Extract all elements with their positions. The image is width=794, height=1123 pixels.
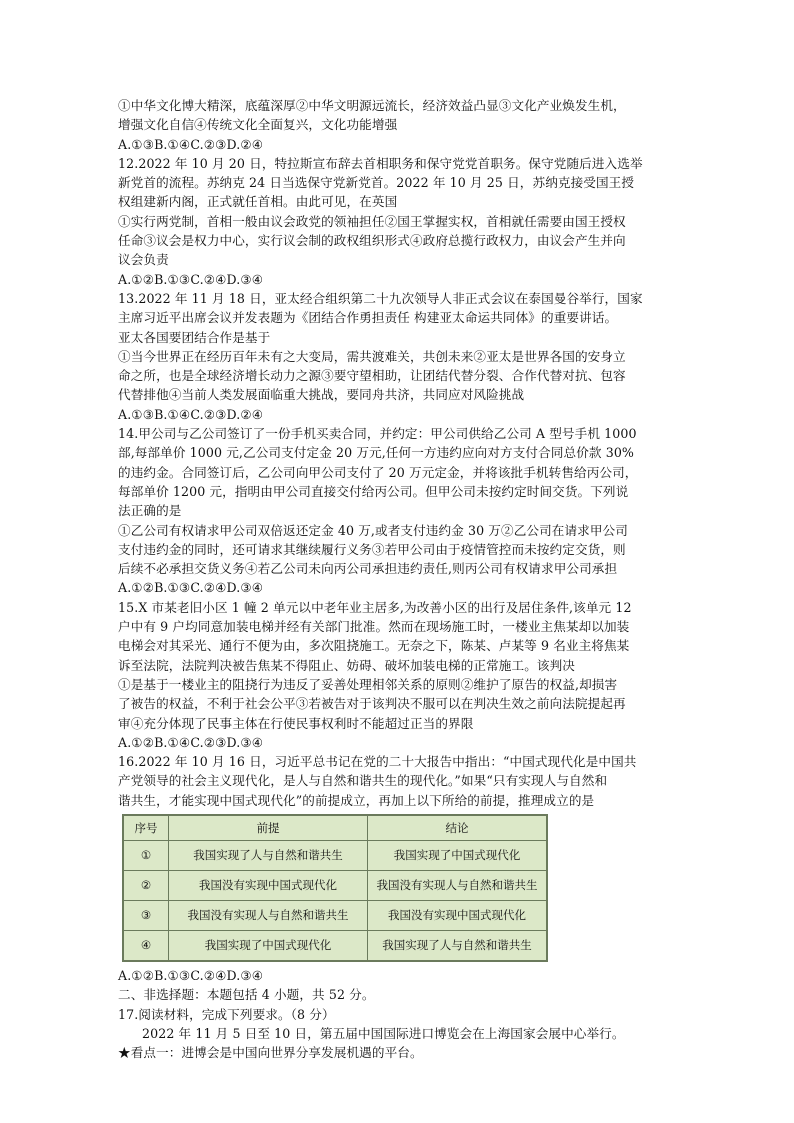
text-line: ①乙公司有权请求甲公司双倍返还定金 40 万,或者支付违约金 30 万②乙公司在请求甲公司 <box>118 522 628 538</box>
text-line: 权组建新内阁，正式就任首相。由此可见，在英国 <box>118 194 398 210</box>
text-line: 户中有 9 户均同意加装电梯并经有关部门批准。然而在现场施工时，一楼业主焦某却以加装 <box>118 619 630 635</box>
row-index: ③ <box>123 900 169 930</box>
table-row <box>123 870 547 900</box>
text-line: 部,每部单价 1000 元,乙公司支付定金 20 万元,任何一方违约应向对方支付合同总价款 30% <box>118 445 634 461</box>
row-premise: 我国实现了中国式现代化 <box>169 930 368 961</box>
text-line: ①中华文化博大精深，底蕴深厚②中华文明源远流长，经济效益凸显③文化产业焕发生机， <box>118 98 626 113</box>
header-index: 序号 <box>123 815 169 841</box>
text-line: 命之所，也是全球经济增长动力之源③要守望相助，让团结代替分裂、合作代替对抗、包容 <box>118 368 626 384</box>
row-conclusion: 我国没有实现中国式现代化 <box>368 900 548 930</box>
text-line: ①是基于一楼业主的阻挠行为违反了妥善处理相邻关系的原则②维护了原告的权益,却损害 <box>118 676 618 692</box>
row-index: ④ <box>123 930 169 961</box>
text-line: 任命③议会是权力中心，实行议会制的政权组织形式④政府总揽行政权力，由议会产生并向 <box>118 233 626 249</box>
table-row <box>123 840 547 870</box>
highlight-point: ★看点一：进博会是中国向世界分享发展机遇的平台。 <box>118 1045 423 1061</box>
text-line: 的违约金。合同签订后，乙公司向甲公司支付了 20 万元定金，并将该批手机转售给丙公司， <box>118 464 638 480</box>
text-line: 了被告的权益，不利于社会公平③若被告对于该判决不服可以在判决生效之前向法院提起再 <box>118 696 626 712</box>
row-conclusion: 我国没有实现人与自然和谐共生 <box>368 870 548 900</box>
question-12: 12.2022 年 10 月 20 日，特拉斯宣布辞去首相职务和保守党党首职务。保守党随后进入选举 <box>118 155 643 171</box>
question-14: 14.甲公司与乙公司签订了一份手机买卖合同，并约定：甲公司供给乙公司 A 型号手机 1000 <box>118 426 637 442</box>
text-line: ①当今世界正在经历百年未有之大变局，需共渡难关，共创未来②亚太是世界各国的安身立 <box>118 348 626 364</box>
text-line: 代替排他④当前人类发展面临重大挑战，要同舟共济，共同应对风险挑战 <box>118 387 525 403</box>
premise-conclusion-table <box>122 814 548 962</box>
header-premise: 前提 <box>169 815 368 841</box>
answer-options: A.①②B.①③C.②④D.③④ <box>118 967 264 983</box>
text-line: ①实行两党制，首相一般由议会政党的领袖担任②国王掌握实权，首相就任需要由国王授权 <box>118 213 626 229</box>
text-line: 议会负责 <box>118 252 169 268</box>
answer-options: A.①②B.①④C.②③D.③④ <box>118 734 264 750</box>
question-block-a <box>118 96 690 810</box>
header-conclusion: 结论 <box>368 815 548 841</box>
row-premise: 我国没有实现中国式现代化 <box>169 870 368 900</box>
text-line: 每部单价 1200 元，指明由甲公司直接交付给丙公司。但甲公司未按约定时间交货。下列说 <box>118 483 629 499</box>
table-header-row <box>123 815 547 841</box>
text-line: 法正确的是 <box>118 503 182 519</box>
text-line: 谐共生，才能实现中国式现代化”的前提成立，再加上以下所给的前提，推理成立的是 <box>118 792 595 808</box>
table-row <box>123 930 547 961</box>
table-row <box>123 900 547 930</box>
answer-options: A.①③B.①④C.②③D.②④ <box>118 406 264 422</box>
answer-options: A.①③B.①④C.②③D.②④ <box>118 136 264 152</box>
question-block-b <box>118 966 690 1062</box>
text-line: 支付违约金的同时，还可请求其继续履行义务③若甲公司由于疫情管控而未按约定交货，则 <box>118 541 626 557</box>
row-premise: 我国没有实现人与自然和谐共生 <box>169 900 368 930</box>
document-page <box>118 96 690 1062</box>
row-premise: 我国实现了人与自然和谐共生 <box>169 840 368 870</box>
text-line: 电梯会对其采光、通行不便为由，多次阻挠施工。无奈之下，陈某、卢某等 9 名业主将焦某 <box>118 638 630 654</box>
question-13: 13.2022 年 11 月 18 日，亚太经合组织第二十九次领导人非正式会议在泰国曼谷举行，国家 <box>118 290 643 306</box>
row-conclusion: 我国实现了中国式现代化 <box>368 840 548 870</box>
text-line: 审④充分体现了民事主体在行使民事权利时不能超过正当的界限 <box>118 715 474 731</box>
text-line: 新党首的流程。苏纳克 24 日当选保守党新党首。2022 年 10 月 25 日，苏纳克接受国王授 <box>118 175 635 191</box>
row-conclusion: 我国实现了人与自然和谐共生 <box>368 930 548 961</box>
row-index: ② <box>123 870 169 900</box>
text-line: 亚太各国要团结合作是基于 <box>118 329 271 345</box>
answer-options: A.①②B.①③C.②④D.③④ <box>118 271 264 287</box>
question-17: 17.阅读材料，完成下列要求。（8 分） <box>118 1006 335 1022</box>
text-line: 产党领导的社会主义现代化，是人与自然和谐共生的现代化。”如果“只有实现人与自然和 <box>118 773 608 789</box>
text-line: 诉至法院，法院判决被告焦某不得阻止、妨碍、破坏加装电梯的正常施工。该判决 <box>118 657 575 673</box>
question-15: 15.X 市某老旧小区 1 幢 2 单元以中老年业主居多,为改善小区的出行及居住条件,该单元 12 <box>118 599 632 615</box>
text-line: 后续不必承担交货义务④若乙公司未向丙公司承担违约责任,则丙公司有权请求甲公司承担 <box>118 561 618 577</box>
material-paragraph: 2022 年 11 月 5 日至 10 日，第五届中国国际进口博览会在上海国家会展中心举行。 <box>142 1025 625 1041</box>
question-16: 16.2022 年 10 月 16 日，习近平总书记在党的二十大报告中指出：“中国式现代化是中国共 <box>118 754 637 770</box>
section-heading: 二、非选择题：本题包括 4 小题，共 52 分。 <box>118 987 375 1003</box>
answer-options: A.①②B.①③C.②④D.③④ <box>118 580 264 596</box>
text-line: 增强文化自信④传统文化全面复兴，文化功能增强 <box>118 117 398 133</box>
text-line: 主席习近平出席会议并发表题为《团结合作勇担责任 构建亚太命运共同体》的重要讲话。 <box>118 310 618 326</box>
row-index: ① <box>123 840 169 870</box>
